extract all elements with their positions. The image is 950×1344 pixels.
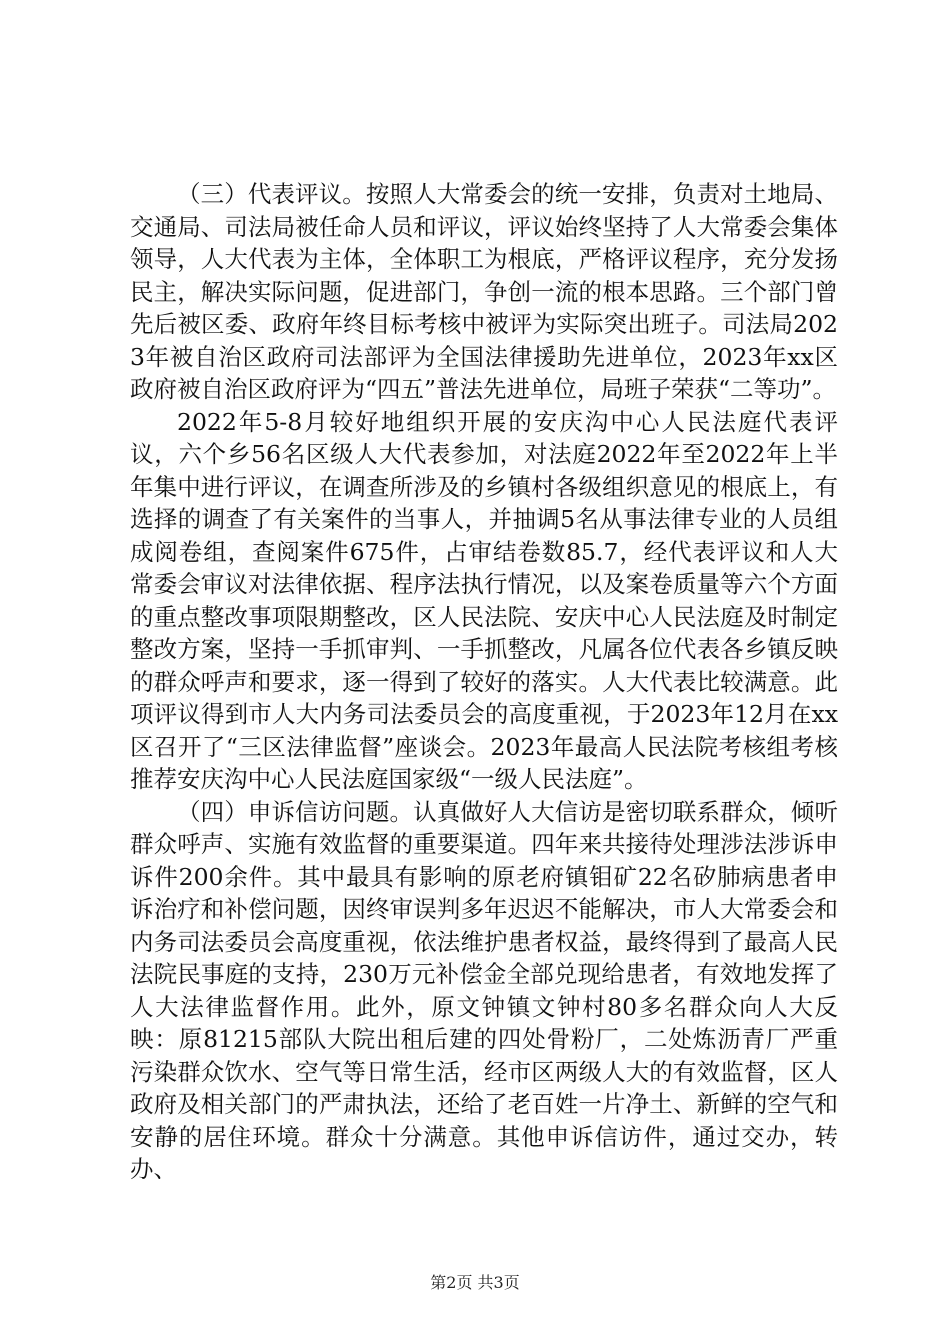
- page-footer: [0, 1273, 950, 1293]
- page-total: 共3页: [477, 1273, 520, 1292]
- paragraph-representative-review: （三）代表评议。按照人大常委会的统一安排，负责对土地局、交通局、司法局被任命人员和评议，评议始终坚持了人大常委会集体领导，人大代表为主体，全体职工为根底，严格评议程序，充分发扬民主，解决实际问题，促进部门，争创一流的根本思路。三个部门曾先后被区委、政府年终目标考核中被评为实际突出班子。司法局2023年被自治区政府司法部评为全国法律援助先进单位，2023年xx区政府被自治区政府评为“四五”普法先进单位，局班子荣获“二等功”。: [130, 180, 838, 403]
- page-number: 第2页: [430, 1273, 473, 1292]
- paragraph-court-review: 2022年5-8月较好地组织开展的安庆沟中心人民法庭代表评议，六个乡56名区级人大代表参加，对法庭2022年至2022年上半年集中进行评议，在调查所涉及的乡镇村各级组织意见的根底上，有选择的调查了有关案件的当事人，并抽调5名从事法律专业的人员组成阅卷组，查阅案件675件，占审结卷数85.7，经代表评议和人大常委会审议对法律依据、程序法执行情况，以及案卷质量等六个方面的重点整改事项限期整改，区人民法院、安庆中心人民法庭及时制定整改方案，坚持一手抓审判、一手抓整改，凡属各位代表各乡镇反映的群众呼声和要求，逐一得到了较好的落实。人大代表比较满意。此项评议得到市人大内务司法委员会的高度重视，于2023年12月在xx区召开了“三区法律监督”座谈会。2023年最高人民法院考核组考核推荐安庆沟中心人民法庭国家级“一级人民法庭”。: [130, 407, 838, 793]
- document-body: [130, 178, 838, 1186]
- paragraph-petition-issues: （四）申诉信访问题。认真做好人大信访是密切联系群众，倾听群众呼声、实施有效监督的重要渠道。四年来共接待处理涉法涉诉申诉件200余件。其中最具有影响的原老府镇钼矿22名矽肺病患者申诉治疗和补偿问题，因终审误判多年迟迟不能解决，市人大常委会和内务司法委员会高度重视，依法维护患者权益，最终得到了最高人民法院民事庭的支持，230万元补偿金全部兑现给患者，有效地发挥了人大法律监督作用。此外，原文钟镇文钟村80多名群众向人大反映：原81215部队大院出租后建的四处骨粉厂，二处炼沥青厂严重污染群众饮水、空气等日常生活，经市区两级人大的有效监督，区人政府及相关部门的严肃执法，还给了老百姓一片净土、新鲜的空气和安静的居住环境。群众十分满意。其他申诉信访件，通过交办，转办、: [130, 797, 838, 1183]
